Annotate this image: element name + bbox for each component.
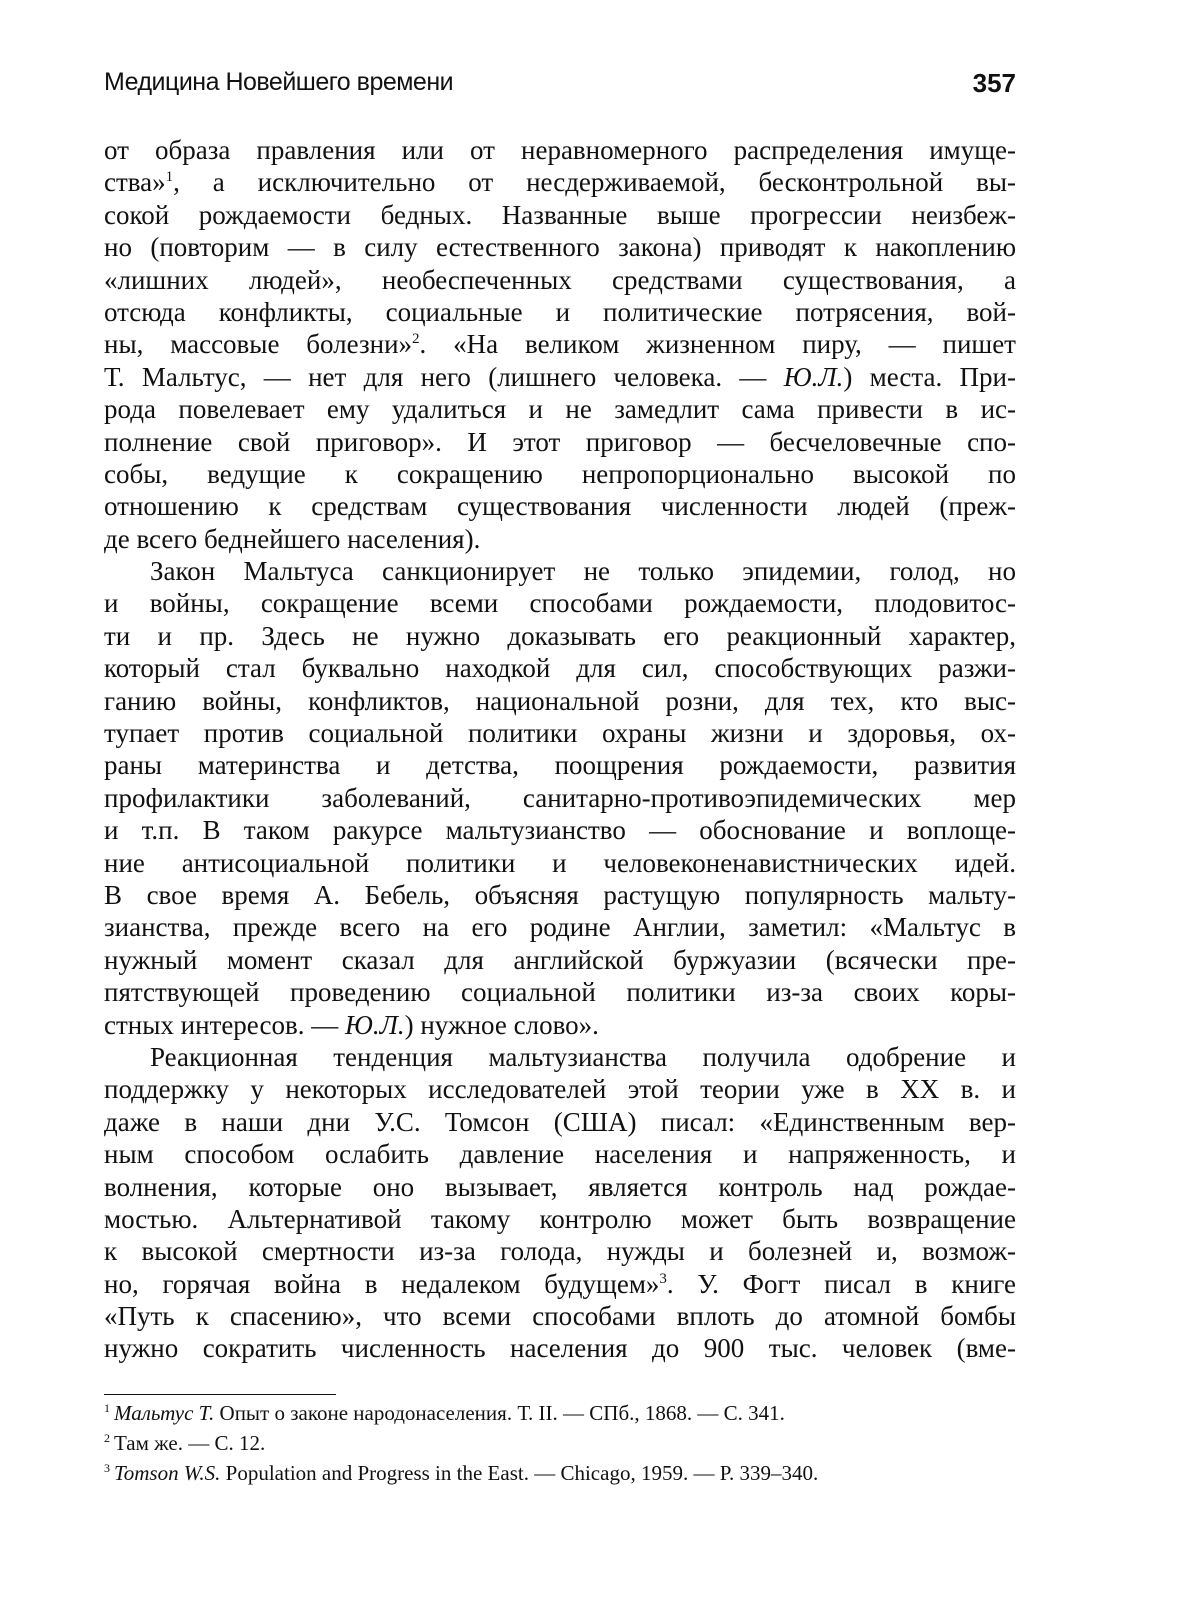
italic-text: Мальтус Т.: [114, 1401, 215, 1425]
text-line: [104, 685, 1016, 717]
text-line: [104, 490, 1016, 522]
text-line: [104, 231, 1016, 263]
text-line: [104, 717, 1016, 749]
footnote-reference: 2: [412, 331, 420, 348]
text-line: [104, 296, 1016, 328]
running-head-title: Медицина Новейшего времени: [104, 68, 454, 96]
italic-text: Ю.Л.: [344, 1009, 405, 1040]
footnote-reference: 3: [659, 1270, 667, 1287]
footnote: [104, 1458, 1016, 1488]
text-run: ти и пр. Здесь не нужно доказывать его реакционный характер,: [104, 620, 1016, 651]
text-run: профилактики заболеваний, санитарно-противоэпидемических мер: [104, 782, 1016, 813]
text-run: мостью. Альтернативой такому контролю может быть возвращение: [104, 1203, 1016, 1234]
footnote-reference: 1: [165, 169, 174, 186]
text-run: В свое время А. Бебель, объясняя растущую популярность мальту-: [104, 879, 1016, 910]
text-run: Реакционная тенденция мальтузианства получила одобрение и: [150, 1041, 1016, 1072]
text-run: нужный момент сказал для английской буржуазии (всячески пре-: [104, 944, 1016, 975]
text-run: «Путь к спасению», что всеми способами вплоть до атомной бомбы: [104, 1301, 1016, 1332]
text-line: [104, 1106, 1016, 1138]
text-line: [104, 976, 1016, 1008]
text-run: к высокой смертности из-за голода, нужды и болезней и, возмож-: [104, 1236, 1016, 1267]
text-run: но (повторим — в силу естественного закона) приводят к накоплению: [104, 232, 1016, 263]
text-line: [104, 328, 1016, 360]
text-run: полнение свой приговор». И этот приговор — бесчеловечные спо-: [104, 426, 1016, 457]
text-run: раны материнства и детства, поощрения рождаемости, развития: [104, 750, 1016, 781]
footnote-reference: 1: [104, 1401, 110, 1415]
text-run: Опыт о законе народонаселения. Т. II. — СПб., 1868. — С. 341.: [214, 1401, 785, 1425]
text-line: [104, 652, 1016, 684]
text-line: [104, 911, 1016, 943]
text-line: [104, 264, 1016, 296]
footnote: [104, 1428, 1016, 1458]
body-text: [104, 134, 1016, 1365]
text-run: Закон Мальтуса санкционирует не только эпидемии, голод, но: [150, 556, 1016, 587]
text-run: но, горячая война в недалеком будущем»: [104, 1268, 660, 1299]
text-run: ние антисоциальной политики и человеконенавистнических идей.: [104, 847, 1016, 878]
text-run: де всего беднейшего населения).: [104, 523, 481, 554]
footnotes: [104, 1398, 1016, 1488]
text-line: [104, 1073, 1016, 1105]
text-line: [104, 134, 1016, 166]
text-run: нужно сократить численность населения до 900 тыс. человек (вме-: [104, 1333, 1016, 1364]
text-run: и т.п. В таком ракурсе мальтузианство — обоснование и воплоще-: [104, 815, 1016, 846]
text-run: зианства, прежде всего на его родине Англии, заметил: «Мальтус в: [104, 912, 1016, 943]
text-run: и войны, сокращение всеми способами рождаемости, плодовитос-: [104, 588, 1016, 619]
text-line: [104, 1332, 1016, 1364]
footnote-reference: 3: [104, 1461, 110, 1475]
text-line: [104, 814, 1016, 846]
text-line: [104, 782, 1016, 814]
text-line: [104, 1041, 1016, 1073]
text-run: ным способом ослабить давление населения и напряженность, и: [104, 1139, 1016, 1170]
text-run: отношению к средствам существования численности людей (преж-: [104, 491, 1016, 522]
text-line: [104, 458, 1016, 490]
text-line: [104, 199, 1016, 231]
text-line: [104, 587, 1016, 619]
text-run: ны, массовые болезни»: [104, 329, 413, 360]
text-run: пятствующей проведению социальной политики из-за своих коры-: [104, 977, 1016, 1008]
footnote-reference: 2: [104, 1431, 110, 1445]
text-run: который стал буквально находкой для сил, способствующих разжи-: [104, 653, 1016, 684]
italic-text: Tomson W.S.: [114, 1461, 221, 1485]
text-run: собы, ведущие к сокращению непропорционально высокой по: [104, 458, 1016, 489]
text-run: Population and Progress in the East. — Chicago, 1959. — P. 339–340.: [220, 1461, 819, 1485]
text-line: [104, 749, 1016, 781]
text-line: [104, 1138, 1016, 1170]
text-run: . У. Фогт писал в книге: [666, 1268, 1016, 1299]
text-line: [104, 555, 1016, 587]
text-run: волнения, которые оно вызывает, является контроль над рождае-: [104, 1171, 1016, 1202]
text-run: рода повелевает ему удалиться и не замедлит сама привести в ис-: [104, 394, 1016, 425]
text-line: [104, 847, 1016, 879]
italic-text: Ю.Л.: [783, 361, 844, 392]
text-run: даже в наши дни У.С. Томсон (США) писал: «Единственным вер-: [104, 1106, 1016, 1137]
text-line: [104, 426, 1016, 458]
text-line: [104, 1171, 1016, 1203]
page-number: 357: [972, 68, 1016, 98]
text-run: поддержку у некоторых исследователей этой теории уже в XX в. и: [104, 1074, 1016, 1105]
text-run: сокой рождаемости бедных. Названные выше прогрессии неизбеж-: [104, 199, 1016, 230]
text-line: [104, 523, 1016, 555]
text-run: ) места. При-: [843, 361, 1016, 392]
footnote: [104, 1398, 1016, 1428]
text-line: [104, 1235, 1016, 1267]
text-line: [104, 1300, 1016, 1332]
text-line: [104, 393, 1016, 425]
text-run: стных интересов. —: [104, 1009, 345, 1040]
text-line: [104, 879, 1016, 911]
text-run: . «На великом жизненном пиру, — пишет: [419, 329, 1016, 360]
running-header: [104, 68, 1016, 108]
text-run: Т. Мальтус, — нет для него (лишнего человека. —: [104, 361, 784, 392]
text-line: [104, 1009, 1016, 1041]
text-run: отсюда конфликты, социальные и политические потрясения, вой-: [104, 296, 1016, 327]
text-line: [104, 620, 1016, 652]
text-run: тупает против социальной политики охраны жизни и здоровья, ох-: [104, 718, 1016, 749]
text-line: [104, 361, 1016, 393]
text-line: [104, 166, 1016, 198]
text-run: ганию войны, конфликтов, национальной розни, для тех, кто выс-: [104, 685, 1016, 716]
text-run: «лишних людей», необеспеченных средствами существования, а: [104, 264, 1016, 295]
text-line: [104, 1268, 1016, 1300]
footnote-divider: [104, 1394, 336, 1395]
text-line: [104, 1203, 1016, 1235]
text-line: [104, 944, 1016, 976]
text-run: , а исключительно от несдерживаемой, бесконтрольной вы-: [173, 167, 1016, 198]
text-run: ) нужное слово».: [404, 1009, 599, 1040]
text-run: Там же. — С. 12.: [114, 1431, 266, 1455]
text-run: ства»: [104, 167, 166, 198]
text-run: от образа правления или от неравномерного распределения имуще-: [104, 135, 1016, 165]
